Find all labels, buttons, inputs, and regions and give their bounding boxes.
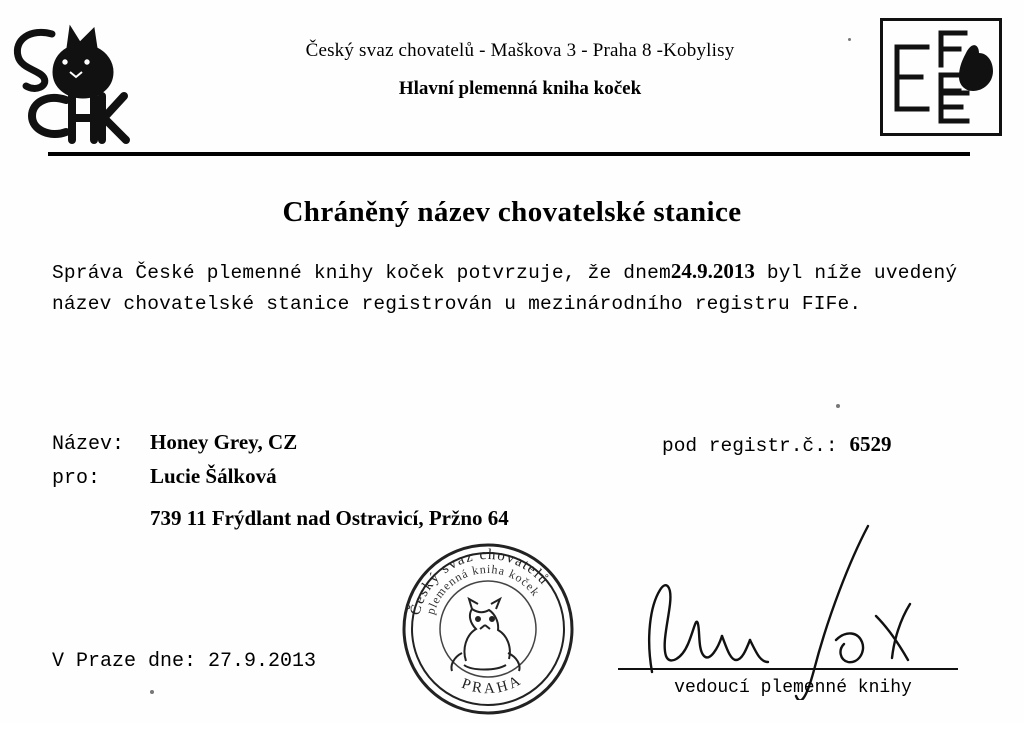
scan-artifact	[836, 404, 840, 408]
owner-value: Lucie Šálková	[150, 464, 277, 488]
header-divider	[48, 152, 970, 156]
body-date-bold: 24.9.2013	[670, 259, 755, 283]
page-title: Chráněný název chovatelské stanice	[282, 196, 742, 228]
round-official-stamp-icon	[392, 533, 584, 725]
name-label: Název:	[52, 433, 125, 456]
place-and-date: V Praze dne: 27.9.2013	[52, 650, 317, 673]
field-row-owner	[52, 464, 992, 498]
signature-rule	[618, 668, 958, 670]
registration-label: pod registr.č.:	[662, 435, 838, 457]
address-value: 739 11 Frýdlant nad Ostravicí, Pržno 64	[150, 506, 509, 530]
fife-logo-icon	[880, 18, 1002, 136]
svg-text:Český svaz chovatelů: Český svaz chovatelů	[407, 546, 553, 617]
handwritten-signature-icon	[600, 520, 1000, 700]
name-value: Honey Grey, CZ	[150, 430, 298, 454]
header-text-block	[180, 40, 860, 100]
scan-artifact	[150, 690, 154, 694]
body-part-2: byl níže uvedený název chovatelské stanice registrován u mezinárodního registru FIFe.	[52, 262, 958, 315]
svg-text:PRAHA: PRAHA	[459, 671, 526, 698]
body-paragraph	[52, 256, 992, 320]
svg-text:plemenná kniha koček: plemenná kniha koček	[423, 561, 543, 617]
fields-block	[52, 430, 992, 532]
registration-block	[662, 432, 892, 458]
header-address-line: Český svaz chovatelů - Maškova 3 - Praha 8 -Kobylisy	[305, 40, 735, 61]
scan-artifact	[848, 38, 851, 41]
document-header	[0, 10, 1024, 140]
owner-label: pro:	[52, 467, 101, 490]
csch-cat-logo-icon	[8, 16, 138, 144]
body-part-1: Správa České plemenné knihy koček potvrzuje, že dnem	[52, 262, 671, 284]
header-subtitle-line: Hlavní plemenná kniha koček	[398, 78, 642, 99]
field-row-name	[52, 430, 992, 464]
registration-number: 6529	[849, 432, 892, 456]
signature-caption: vedoucí plemenné knihy	[674, 678, 912, 698]
